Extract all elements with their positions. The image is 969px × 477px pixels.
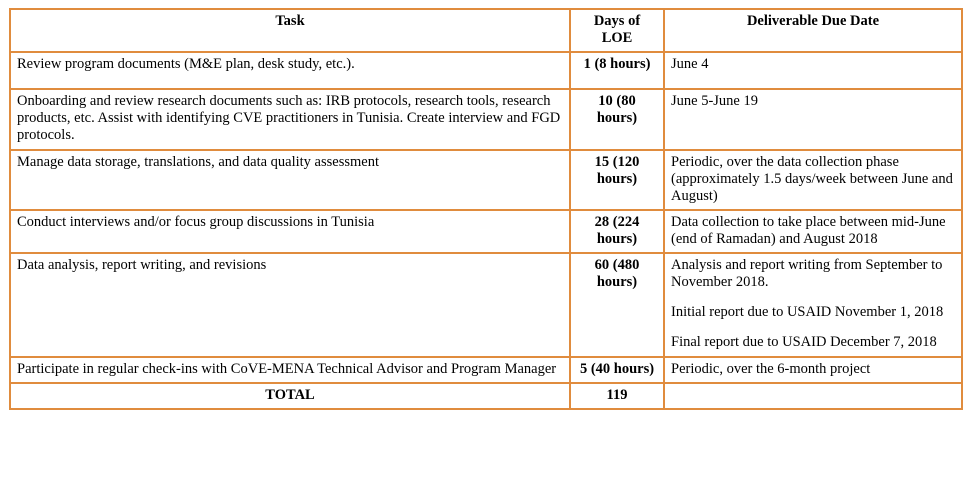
total-due-blank: [664, 383, 962, 409]
due-date-paragraph: June 5-June 19: [671, 93, 758, 110]
table-total-row: [10, 383, 962, 409]
due-date-cell: [664, 210, 962, 253]
due-date-paragraph: Initial report due to USAID November 1, 2018: [671, 304, 944, 321]
task-cell: Data analysis, report writing, and revisions: [10, 253, 570, 356]
due-date-paragraph: Analysis and report writing from September to November 2018.: [671, 257, 943, 291]
loe-cell: 5 (40 hours): [570, 357, 664, 383]
table-header: [10, 9, 962, 52]
total-label: TOTAL: [10, 383, 570, 409]
due-date-paragraph: Data collection to take place between mid-June (end of Ramadan) and August 2018: [671, 213, 946, 247]
loe-cell: 10 (80 hours): [570, 89, 664, 149]
task-cell: Conduct interviews and/or focus group discussions in Tunisia: [10, 210, 570, 253]
table-row: [10, 52, 962, 89]
due-date-cell: [664, 357, 962, 383]
loe-cell: 1 (8 hours): [570, 52, 664, 89]
task-cell: Participate in regular check-ins with CoVE-MENA Technical Advisor and Program Manager: [10, 357, 570, 383]
loe-cell: 28 (224 hours): [570, 210, 664, 253]
task-cell: Onboarding and review research documents such as: IRB protocols, research tools, research products, etc. Assist with identifying CVE practitioners in Tunisia. Create interview and FGD protocols.: [10, 89, 570, 149]
due-date-paragraph: Final report due to USAID December 7, 2018: [671, 334, 937, 351]
level-of-effort-table: [9, 8, 963, 410]
due-date-cell: [664, 52, 962, 89]
table-header-row: [10, 9, 962, 52]
table-row: [10, 89, 962, 149]
due-date-cell: [664, 150, 962, 210]
due-date-paragraph: Periodic, over the data collection phase (approximately 1.5 days/week between June and August): [671, 153, 953, 204]
loe-cell: 60 (480 hours): [570, 253, 664, 356]
table-body: [10, 52, 962, 409]
table-row: [10, 210, 962, 253]
table-row: [10, 150, 962, 210]
due-date-cell: [664, 253, 962, 356]
column-header-task: Task: [10, 9, 570, 52]
column-header-days-of-loe: Days of LOE: [570, 9, 664, 52]
due-date-cell: [664, 89, 962, 149]
task-cell: Review program documents (M&E plan, desk study, etc.).: [10, 52, 570, 89]
table-row: [10, 253, 962, 356]
task-cell: Manage data storage, translations, and data quality assessment: [10, 150, 570, 210]
total-loe-value: 119: [570, 383, 664, 409]
due-date-paragraph: June 4: [671, 56, 709, 73]
column-header-deliverable-due-date: Deliverable Due Date: [664, 9, 962, 52]
due-date-paragraph: Periodic, over the 6-month project: [671, 360, 871, 377]
table-row: [10, 357, 962, 383]
loe-cell: 15 (120 hours): [570, 150, 664, 210]
